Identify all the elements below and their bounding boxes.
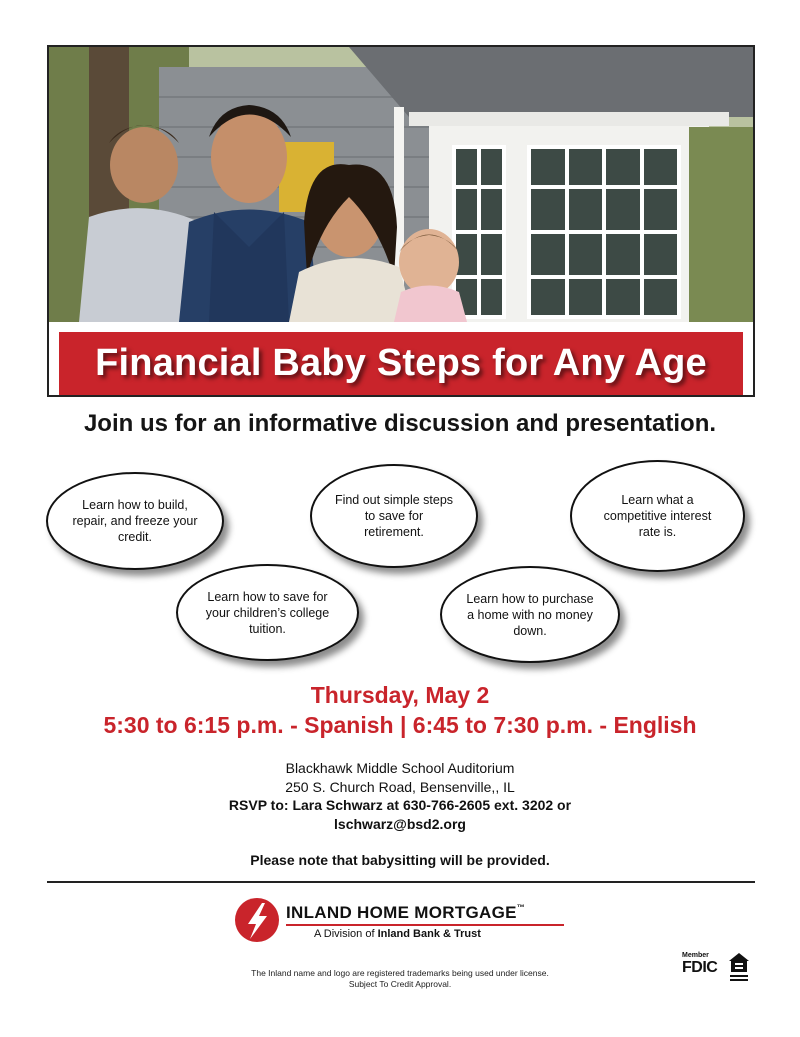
fdic-badge [682,952,752,986]
logo-name-text: INLAND HOME MORTGAGE [286,903,517,922]
topic-text: Learn how to purchase a home with no money down. [466,591,594,638]
title-banner-fill [69,332,733,395]
topic-text: Find out simple steps to save for retirement. [334,493,454,539]
equal-housing-lender-icon [728,952,750,982]
inland-home-mortgage-logo [234,897,574,947]
legal-line-2: Subject To Credit Approval. [348,979,452,989]
fdic-member-label: Member [682,952,709,959]
topic-bubble-retirement [310,464,478,568]
legal-line-1: The Inland name and logo are registered trademarks being used under license. [251,968,549,978]
title-banner [49,322,753,395]
logo-underline [286,924,564,926]
trademark-symbol: ™ [516,903,526,912]
topic-bubble-college-tuition [176,564,359,661]
event-times: 5:30 to 6:15 p.m. - Spanish | 6:45 to 7:30 p.m. - English [103,712,697,738]
legal-notice [0,968,800,990]
inland-logo-icon [234,897,280,943]
logo-name [286,903,525,923]
logo-sub-prefix: A Division of [314,928,378,940]
event-address: 250 S. Church Road, Bensenville,, IL [285,779,515,795]
topic-bubble-home-purchase [440,566,620,663]
divider [47,881,755,883]
topic-bubble-credit [46,472,224,570]
fdic-logo: FDIC [682,959,718,976]
topic-text: Learn what a competitive interest rate is. [603,493,712,539]
logo-subtitle [314,928,481,940]
subtitle: Join us for an informative discussion and presentation. [83,410,717,437]
babysitting-note: Please note that babysitting will be provided. [250,852,550,868]
family-photo [49,47,753,322]
hero-frame [47,45,755,397]
event-venue: Blackhawk Middle School Auditorium [285,760,515,776]
topic-text: Learn how to save for your children’s college tuition. [205,589,330,636]
event-title: Financial Baby Steps for Any Age [95,342,707,384]
topic-bubble-interest-rate [570,460,745,572]
logo-sub-bank: Inland Bank & Trust [377,928,481,940]
rsvp-info: RSVP to: Lara Schwarz at 630-766-2605 ext. 3202 or [228,797,572,813]
rsvp-email[interactable]: lschwarz@bsd2.org [334,816,466,832]
topic-text: Learn how to build, repair, and freeze your credit. [72,498,198,544]
event-date: Thursday, May 2 [310,682,490,708]
